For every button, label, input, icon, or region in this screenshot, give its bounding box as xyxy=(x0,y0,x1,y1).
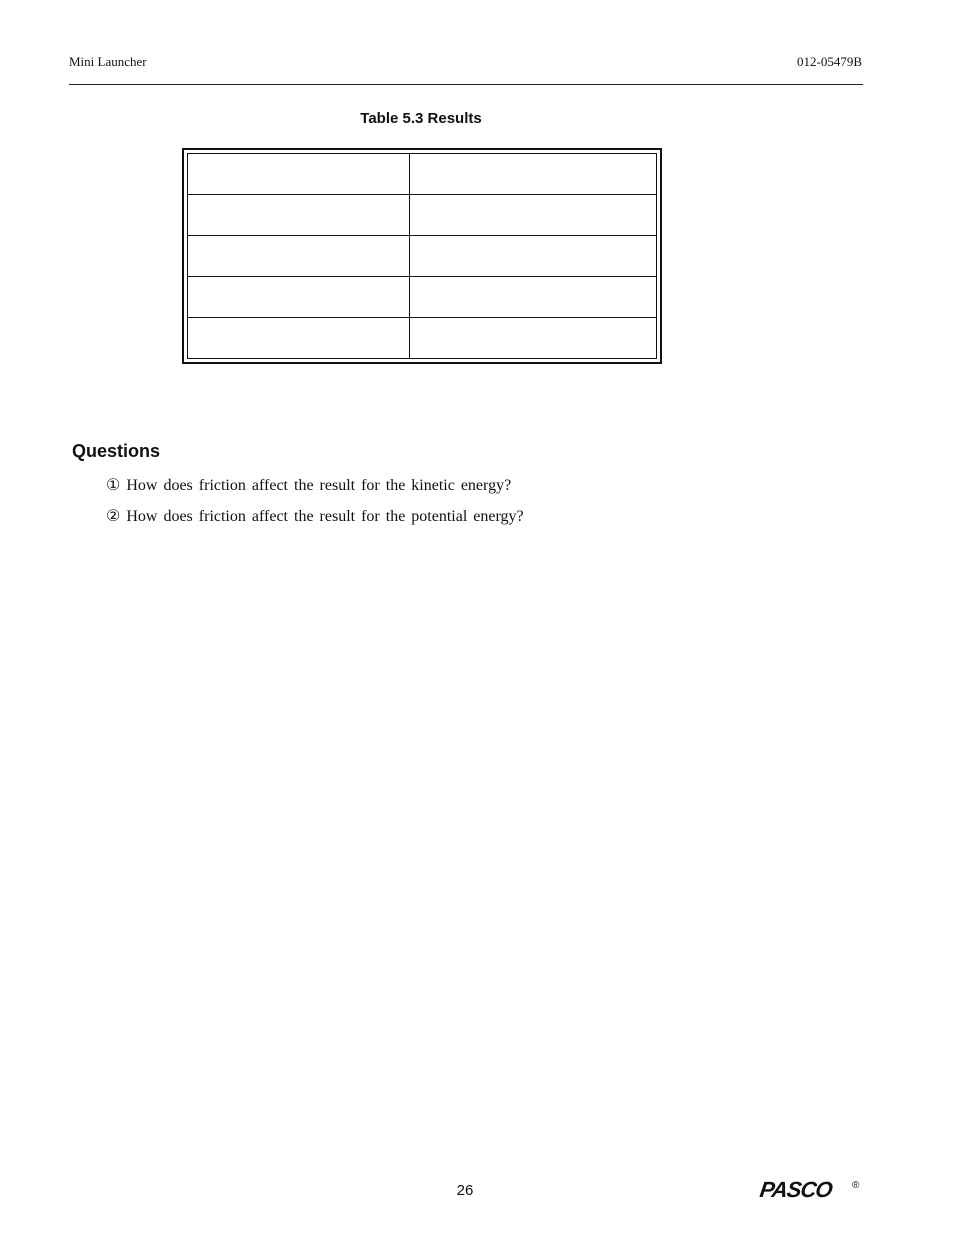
table-cell xyxy=(410,195,657,236)
header-divider xyxy=(69,84,863,85)
questions-heading: Questions xyxy=(72,441,161,461)
table-row xyxy=(188,154,657,195)
results-table-frame xyxy=(182,148,662,364)
table-row xyxy=(188,195,657,236)
question-text: How does friction affect the result for the kinetic energy? xyxy=(126,477,512,494)
question-number: ② xyxy=(106,508,121,525)
pasco-logo xyxy=(760,1177,832,1203)
registered-mark: ® xyxy=(852,1180,860,1191)
table-cell xyxy=(410,277,657,318)
table-cell xyxy=(188,195,410,236)
document-number: 012-05479B xyxy=(797,54,862,69)
page-number: 26 xyxy=(456,1182,474,1199)
table-row xyxy=(188,318,657,359)
question-text: How does friction affect the result for the potential energy? xyxy=(126,508,524,525)
table-cell xyxy=(188,236,410,277)
table-cell xyxy=(410,236,657,277)
table-cell xyxy=(188,318,410,359)
table-cell xyxy=(188,154,410,195)
table-cell xyxy=(410,318,657,359)
question-number: ① xyxy=(106,477,121,494)
table-cell xyxy=(410,154,657,195)
running-header-title: Mini Launcher xyxy=(69,54,147,69)
table-caption: Table 5.3 Results xyxy=(360,110,482,127)
logo-wordmark: PASCO xyxy=(758,1177,834,1202)
table-row xyxy=(188,236,657,277)
results-table xyxy=(187,153,657,359)
question-item xyxy=(106,506,524,526)
question-item xyxy=(106,475,511,495)
table-row xyxy=(188,277,657,318)
table-cell xyxy=(188,277,410,318)
